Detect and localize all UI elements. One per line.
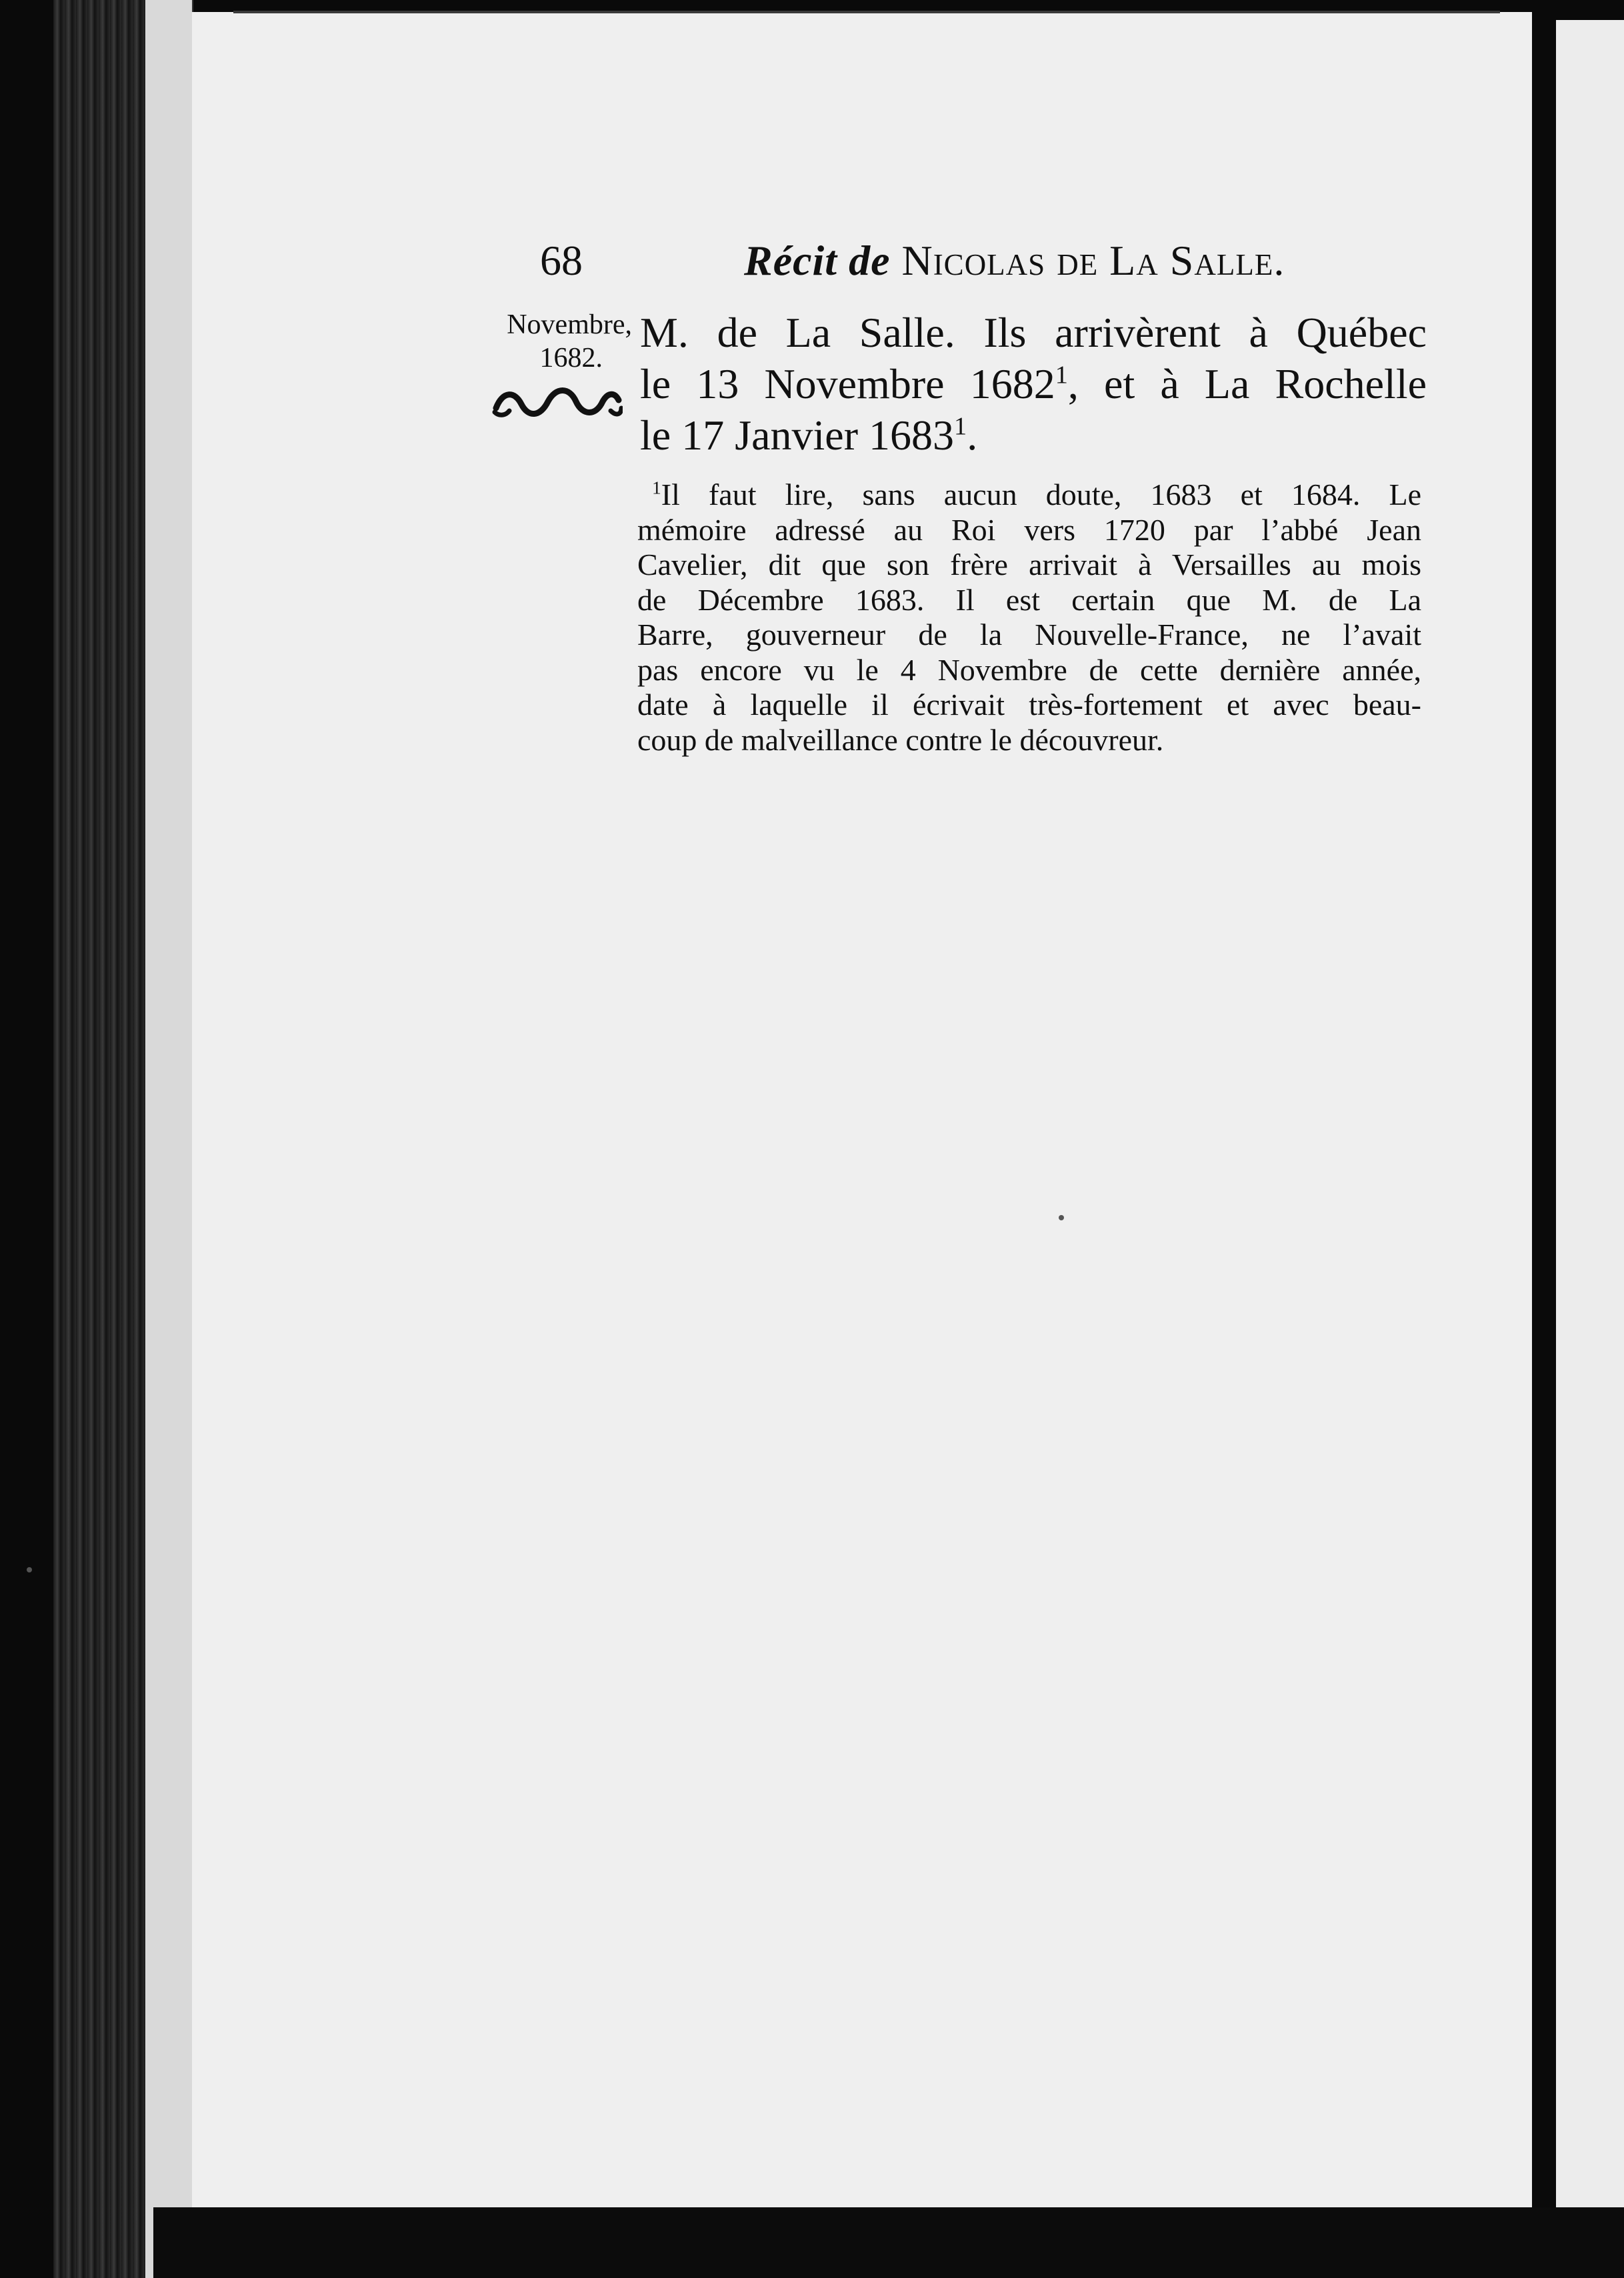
footnote-line: date à laquelle il écrivait très-fortement et avec beau-: [637, 688, 1421, 722]
main-line-2-rest: , et à La Rochelle: [1067, 360, 1427, 407]
main-line-3-text: le 17 Janvier 1683: [640, 411, 954, 459]
main-line-2-text: le 13 Novembre 1682: [640, 360, 1055, 407]
footnote-ref: 1: [1055, 361, 1068, 389]
footnote-line: mémoire adressé au Roi vers 1720 par l’abbé Jean: [637, 512, 1421, 547]
footnote-line: pas encore vu le 4 Novembre de cette dernière année,: [637, 652, 1421, 687]
footnote-line: [637, 477, 1421, 513]
flourish-ornament-icon: [492, 381, 623, 423]
main-line-3-rest: .: [967, 411, 978, 459]
scan-speck: [1059, 1215, 1064, 1220]
page-header: [533, 231, 1340, 291]
footnote-line: coup de malveillance contre le découvreur.: [637, 722, 1164, 757]
footnote: [637, 477, 1421, 758]
footnote-ref: 1: [954, 412, 967, 441]
page-top-edge: [233, 11, 1500, 13]
scan-speck: [27, 1567, 32, 1572]
main-paragraph: [640, 307, 1427, 461]
footnote-line-text: Il faut lire, sans aucun doute, 1683 et 1684. Le: [661, 477, 1421, 511]
footnote-marker: 1: [652, 477, 661, 498]
main-line-2: [640, 358, 1427, 409]
margin-note-month: Novembre,: [507, 309, 632, 340]
adjacent-page-edge: [1556, 20, 1624, 2221]
margin-date-note: [485, 308, 632, 375]
main-line-1: M. de La Salle. Ils arrivèrent à Québec: [640, 309, 1427, 356]
footnote-line: Barre, gouverneur de la Nouvelle-France, ne l’avait: [637, 618, 1421, 652]
running-title-name: Nicolas de La Salle.: [901, 237, 1285, 284]
footnote-line: de Décembre 1683. Il est certain que M. de La: [637, 582, 1421, 617]
running-title-italic: Récit de: [744, 237, 891, 284]
page-inner-margin: [145, 0, 192, 2278]
main-line-3: [640, 409, 1427, 461]
scan-bottom-border: [153, 2207, 1624, 2278]
margin-note-year: 1682.: [539, 343, 603, 373]
page-number: 68: [540, 237, 583, 284]
footnote-line: Cavelier, dit que son frère arrivait à Versailles au mois: [637, 547, 1421, 582]
running-title: [744, 231, 1285, 291]
